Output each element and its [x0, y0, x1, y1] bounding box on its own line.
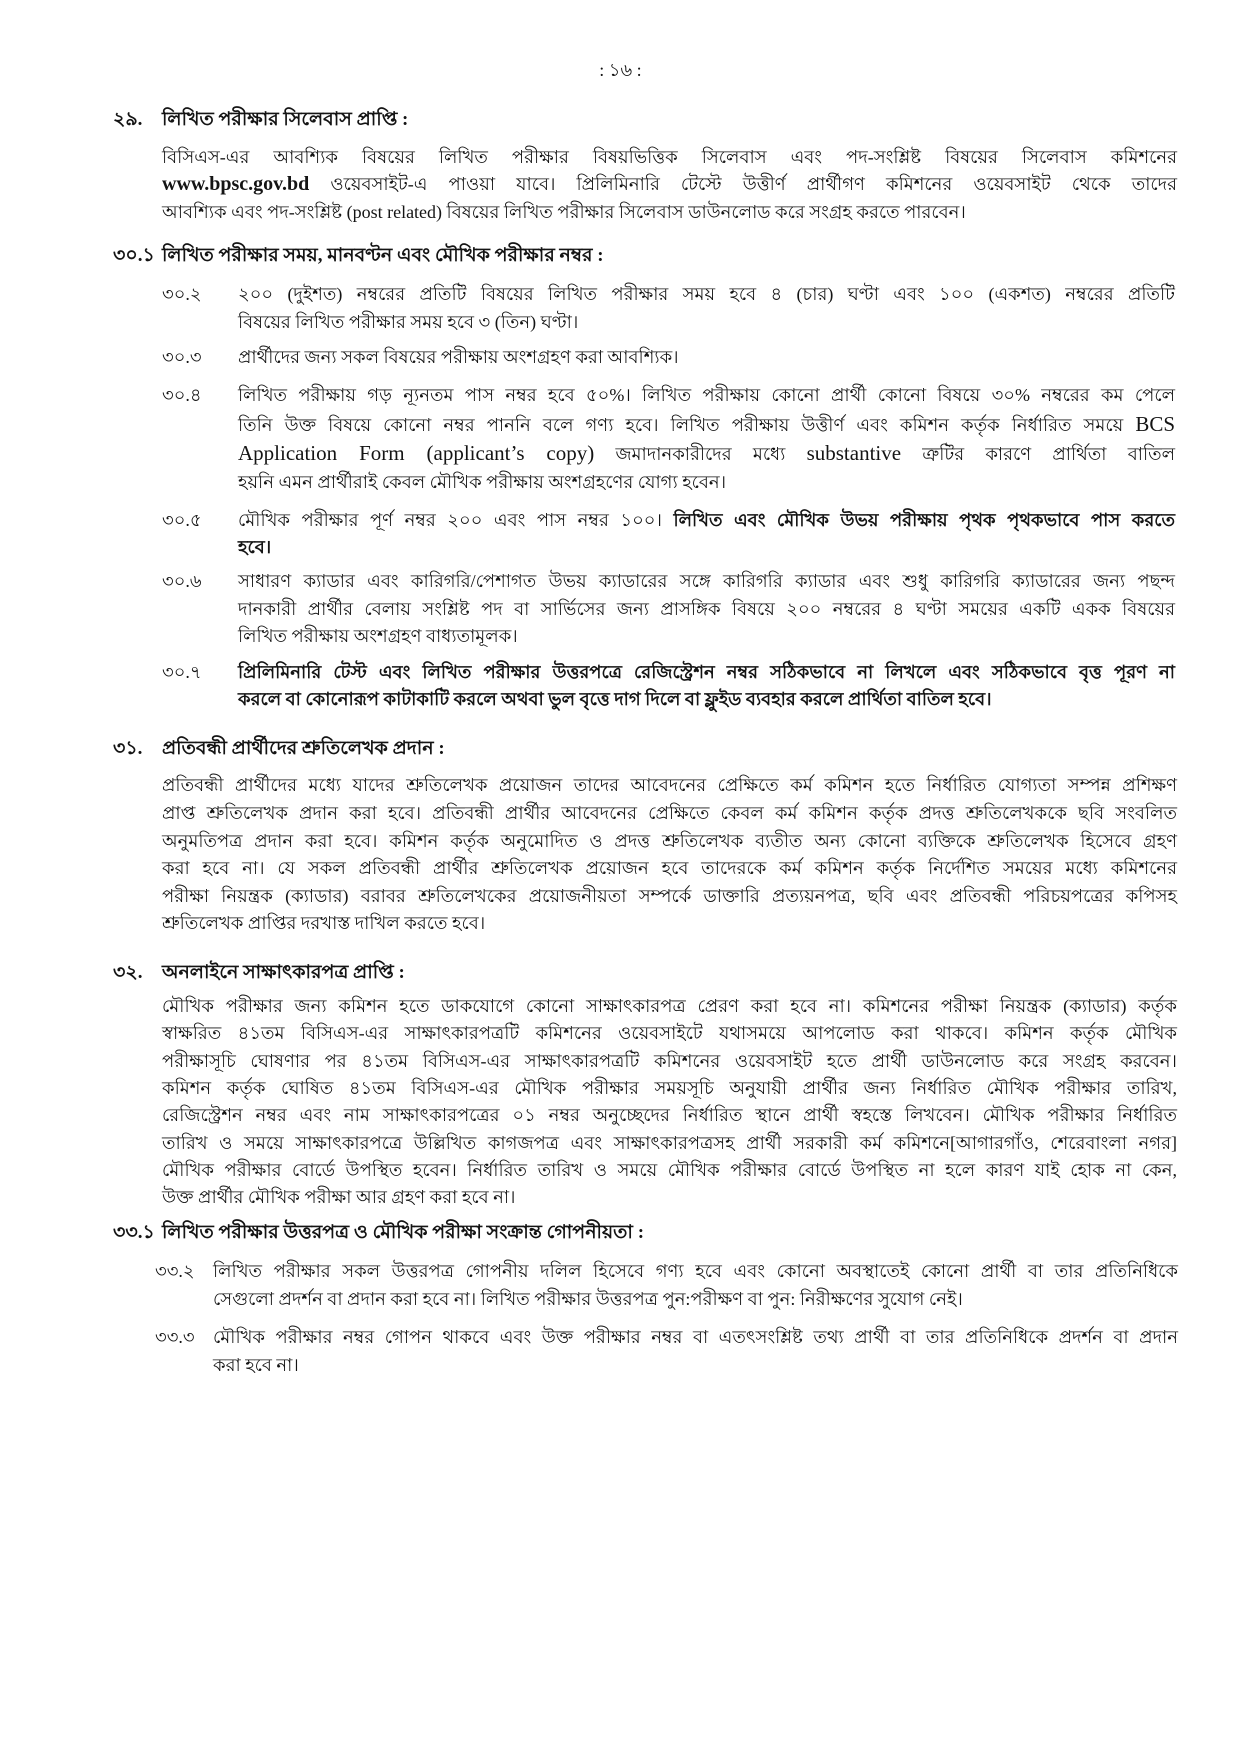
page-number: : ১৬ : [599, 60, 642, 80]
paragraph-line: মৌখিক পরীক্ষার নম্বর গোপন থাকবে এবং উক্ত পরীক্ষার নম্বর বা এতৎসংশ্লিষ্ট তথ্য প্রার্থী বা তার প্রতিনিধিকে প্রদর্শন বা প্রদান [213, 1327, 1178, 1348]
subsection-item [162, 568, 1175, 650]
subsection-number: ৩০.২ [162, 284, 202, 305]
section-29 [0, 106, 1241, 226]
english-term: Application Form (applicant’s copy) [238, 441, 595, 466]
paragraph-line: ২০০ (দুইশত) নম্বরের প্রতিটি বিষয়ের লিখিত পরীক্ষার সময় হবে ৪ (চার) ঘণ্টা এবং ১০০ (একশত) নম্বরের প্রতিটি [238, 284, 1175, 305]
paragraph-line: প্রতিবন্ধী প্রার্থীদের মধ্যে যাদের শ্রুতিলেখক প্রয়োজন তাদের আবেদনের প্রেক্ষিতে কর্ম কমিশন হতে নির্ধারিত যোগ্যতা সম্পন্ন প্রশিক্ষণ [162, 775, 1177, 796]
subsection-item [162, 381, 1175, 496]
paragraph-line: লিখিত পরীক্ষার সকল উত্তরপত্র গোপনীয় দলিল হিসেবে গণ্য হবে এবং কোনো অবস্থাতেই কোনো প্রার্থী বা তার প্রতিনিধিকে [213, 1261, 1178, 1282]
paragraph-line: মৌখিক পরীক্ষার বোর্ডে উপস্থিত হবেন। নির্ধারিত তারিখ ও সময়ে মৌখিক পরীক্ষার বোর্ডে উপস্থিত না হলে কারণ যাই হোক না কেন, [162, 1159, 1177, 1180]
paragraph-line: সেগুলো প্রদর্শন বা প্রদান করা হবে না। লিখিত পরীক্ষার উত্তরপত্র পুন:পরীক্ষণ বা পুন: নিরীক্ষণের সুযোগ নেই। [213, 1288, 963, 1309]
paragraph-line: প্রিলিমিনারি টেস্ট এবং লিখিত পরীক্ষার উত্তরপত্রে রেজিস্ট্রেশন নম্বর সঠিকভাবে না লিখলে এবং সঠিকভাবে বৃত্ত পূরণ না [238, 661, 1175, 682]
english-term: BCS [1135, 411, 1176, 436]
section-number: ৩২. [113, 962, 143, 984]
subsection-text [213, 1258, 1178, 1313]
subsection-text [238, 344, 1175, 371]
paragraph-line: করলে বা কোনোরূপ কাটাকাটি করলে অথবা ভুল বৃত্তে দাগ দিলে বা ফ্লুইড ব্যবহার করলে প্রার্থিতা বাতিল হবে। [238, 689, 992, 710]
section-heading [113, 735, 1177, 763]
english-term: substantive [806, 441, 902, 466]
section-number: ৩০.১ [113, 245, 155, 267]
line-text: জমাদানকারীদের মধ্যে [615, 444, 786, 465]
paragraph-line: বিসিএস-এর আবশ্যিক বিষয়ের লিখিত পরীক্ষার বিষয়ভিত্তিক সিলেবাস এবং পদ-সংশ্লিষ্ট বিষয়ের সিলেবাস কমিশনের [162, 147, 1177, 167]
subsection-text [238, 381, 1175, 496]
subsection-number: ৩০.৬ [162, 571, 202, 592]
line-text: মৌখিক পরীক্ষার পূর্ণ নম্বর ২০০ এবং পাস নম্বর ১০০। [238, 509, 662, 530]
paragraph-line: করা হবে না। যে সকল প্রতিবন্ধী প্রার্থীর শ্রুতিলেখক প্রয়োজন হবে তাদেরকে কর্ম কমিশন কর্তৃক নির্দেশিত সময়ের মধ্যে কমিশনের [162, 858, 1177, 879]
website-url: www.bpsc.gov.bd [162, 173, 310, 196]
section-heading [113, 1219, 1177, 1247]
section-number: ২৯. [113, 109, 143, 130]
paragraph-line [238, 507, 1175, 534]
paragraph-line [238, 439, 1175, 468]
document-content [0, 106, 1241, 1379]
subsection-text [238, 281, 1175, 336]
bold-text: হবে। [238, 537, 272, 558]
subsection-text [238, 659, 1175, 714]
paragraph-line: পরীক্ষা নিয়ন্ত্রক (ক্যাডার) বরাবর শ্রুতিলেখকের প্রয়োজনীয়তা সম্পর্কে ডাক্তারি প্রত্যয়নপত্র, ছবি এবং প্রতিবন্ধী পরিচয়পত্রের কপিসহ [162, 885, 1177, 906]
paragraph-line: দানকারী প্রার্থীর বেলায় সংশ্লিষ্ট পদ বা সার্ভিসের জন্য প্রাসঙ্গিক বিষয়ে ২০০ নম্বরের ৪ ঘণ্টা সময়ের একটি একক বিষয়ের [238, 598, 1175, 619]
section-body [162, 993, 1177, 1211]
section-number: ৩৩.১ [113, 1222, 155, 1244]
section-body [162, 772, 1177, 938]
paragraph-line [162, 171, 1177, 198]
section-title: লিখিত পরীক্ষার সময়, মানবণ্টন এবং মৌখিক পরীক্ষার নম্বর : [162, 245, 604, 267]
paragraph-line: বিষয়ের লিখিত পরীক্ষার সময় হবে ৩ (তিন) ঘণ্টা। [238, 311, 579, 332]
paragraph-line: হয়নি এমন প্রার্থীরাই কেবল মৌখিক পরীক্ষায় অংশগ্রহণের যোগ্য হবেন। [238, 472, 727, 493]
paragraph-line: সাধারণ ক্যাডার এবং কারিগরি/পেশাগত উভয় ক্যাডারের সঙ্গে কারিগরি ক্যাডার এবং শুধু কারিগরি ক্যাডারের জন্য পছন্দ [238, 571, 1175, 592]
paragraph-line: পরীক্ষাসূচি ঘোষণার পর ৪১তম বিসিএস-এর সাক্ষাৎকারপত্রটি কমিশনের ওয়েবসাইট হতে প্রার্থী ডাউনলোড করে সংগ্রহ করবেন। [162, 1050, 1177, 1071]
paragraph-line: স্বাক্ষরিত ৪১তম বিসিএস-এর সাক্ষাৎকারপত্রটি কমিশনের ওয়েবসাইটে যথাসময়ে আপলোড করা থাকবে। কমিশন কর্তৃক মৌখিক [162, 1023, 1177, 1044]
paragraph-line [238, 534, 1175, 561]
subsection-number: ৩০.৭ [162, 661, 202, 682]
subsection-text [238, 507, 1175, 562]
subsection-number: ৩০.৪ [162, 385, 202, 406]
section-number: ৩১. [113, 738, 143, 760]
section-body [162, 144, 1177, 226]
subsection-text [238, 568, 1175, 650]
paragraph-line: করা হবে না। [213, 1354, 299, 1375]
section-33 [0, 1219, 1241, 1379]
subsection-number: ৩৩.২ [155, 1261, 195, 1282]
paragraph-line: প্রাপ্ত শ্রুতিলেখক প্রদান করা হবে। প্রতিবন্ধী প্রার্থীর আবেদনের প্রেক্ষিতে কেবল কর্ম কমিশন কর্তৃক প্রদত্ত শ্রুতিলেখককে ছবি সংবলিত [162, 803, 1177, 824]
paragraph-line: আবশ্যিক এবং পদ-সংশ্লিষ্ট (post related) বিষয়ের লিখিত পরীক্ষার সিলেবাস ডাউনলোড করে সংগ্রহ করতে পারবেন। [162, 201, 966, 222]
paragraph-line: কমিশন কর্তৃক ঘোষিত ৪১তম বিসিএস-এর মৌখিক পরীক্ষার সময়সূচি অনুযায়ী প্রার্থীর জন্য নির্ধারিত মৌখিক পরীক্ষার তারিখ, [162, 1077, 1177, 1098]
section-title: লিখিত পরীক্ষার উত্তরপত্র ও মৌখিক পরীক্ষা সংক্রান্ত গোপনীয়তা : [162, 1222, 645, 1244]
line-text: তিনি উক্ত বিষয়ে কোনো নম্বর পাননি বলে গণ্য হবে। লিখিত পরীক্ষায় উত্তীর্ণ এবং কমিশন কর্তৃক নির্ধারিত সময়ে [238, 414, 1124, 435]
section-32 [0, 959, 1241, 1211]
subsection-item [155, 1258, 1178, 1313]
paragraph-line: লিখিত পরীক্ষায় গড় ন্যূনতম পাস নম্বর হবে ৫০%। লিখিত পরীক্ষায় কোনো প্রার্থী কোনো বিষয়ে ৩০% নম্বরের কম পেলে [238, 385, 1175, 406]
section-30 [0, 242, 1241, 713]
subsection-item [162, 344, 1175, 371]
section-heading [113, 106, 1177, 134]
paragraph-line: রেজিস্ট্রেশন নম্বর এবং নাম সাক্ষাৎকারপত্রের ০১ নম্বর অনুচ্ছেদের নির্ধারিত স্থানে প্রার্থী স্বহস্তে লিখবেন। মৌখিক পরীক্ষার নির্ধারিত [162, 1105, 1177, 1126]
section-31 [0, 735, 1241, 938]
paragraph-line: উক্ত প্রার্থীর মৌখিক পরীক্ষা আর গ্রহণ করা হবে না। [162, 1187, 516, 1208]
subsection-item [162, 281, 1175, 336]
section-title: লিখিত পরীক্ষার সিলেবাস প্রাপ্তি : [162, 109, 409, 130]
subsection-number: ৩৩.৩ [155, 1327, 195, 1348]
section-title: অনলাইনে সাক্ষাৎকারপত্র প্রাপ্তি : [162, 962, 405, 984]
subsection-item [162, 507, 1175, 562]
section-title: প্রতিবন্ধী প্রার্থীদের শ্রুতিলেখক প্রদান : [162, 738, 445, 760]
line-text: ওয়েবসাইট-এ পাওয়া যাবে। প্রিলিমিনারি টেস্টে উত্তীর্ণ প্রার্থীগণ কমিশনের ওয়েবসাইট থেকে তাদের [330, 174, 1178, 195]
paragraph-line: তারিখ ও সময়ে সাক্ষাৎকারপত্রে উল্লিখিত কাগজপত্র এবং সাক্ষাৎকারপত্রসহ প্রার্থী সরকারী কর্ম কমিশনে[আগারগাঁও, শেরেবাংলা নগর] [162, 1132, 1177, 1153]
paragraph-line: প্রার্থীদের জন্য সকল বিষয়ের পরীক্ষায় অংশগ্রহণ করা আবশ্যিক। [238, 347, 679, 368]
paragraph-line: লিখিত পরীক্ষায় অংশগ্রহণ বাধ্যতামূলক। [238, 626, 518, 647]
paragraph-line: মৌখিক পরীক্ষার জন্য কমিশন হতে ডাকযোগে কোনো সাক্ষাৎকারপত্র প্রেরণ করা হবে না। কমিশনের পরীক্ষা নিয়ন্ত্রক (ক্যাডার) কর্তৃক [162, 996, 1177, 1017]
subsection-item [155, 1324, 1178, 1379]
line-text: ত্রুটির কারণে প্রার্থিতা বাতিল [922, 444, 1176, 465]
subsection-number: ৩০.৫ [162, 509, 202, 530]
section-heading [113, 959, 1177, 987]
paragraph-line: অনুমতিপত্র প্রদান করা হবে। কমিশন কর্তৃক অনুমোদিত ও প্রদত্ত শ্রুতিলেখক ব্যতীত অন্য কোনো ব্যক্তিকে শ্রুতিলেখক হিসেবে গ্রহণ [162, 830, 1177, 851]
subsection-text [213, 1324, 1178, 1379]
paragraph-line: শ্রুতিলেখক প্রাপ্তির দরখাস্ত দাখিল করতে হবে। [162, 913, 486, 934]
subsection-number: ৩০.৩ [162, 347, 202, 368]
section-heading [113, 242, 1177, 270]
bold-text: লিখিত এবং মৌখিক উভয় পরীক্ষায় পৃথক পৃথকভাবে পাস করতে [673, 509, 1175, 530]
subsection-item [162, 659, 1175, 714]
paragraph-line [238, 410, 1175, 439]
